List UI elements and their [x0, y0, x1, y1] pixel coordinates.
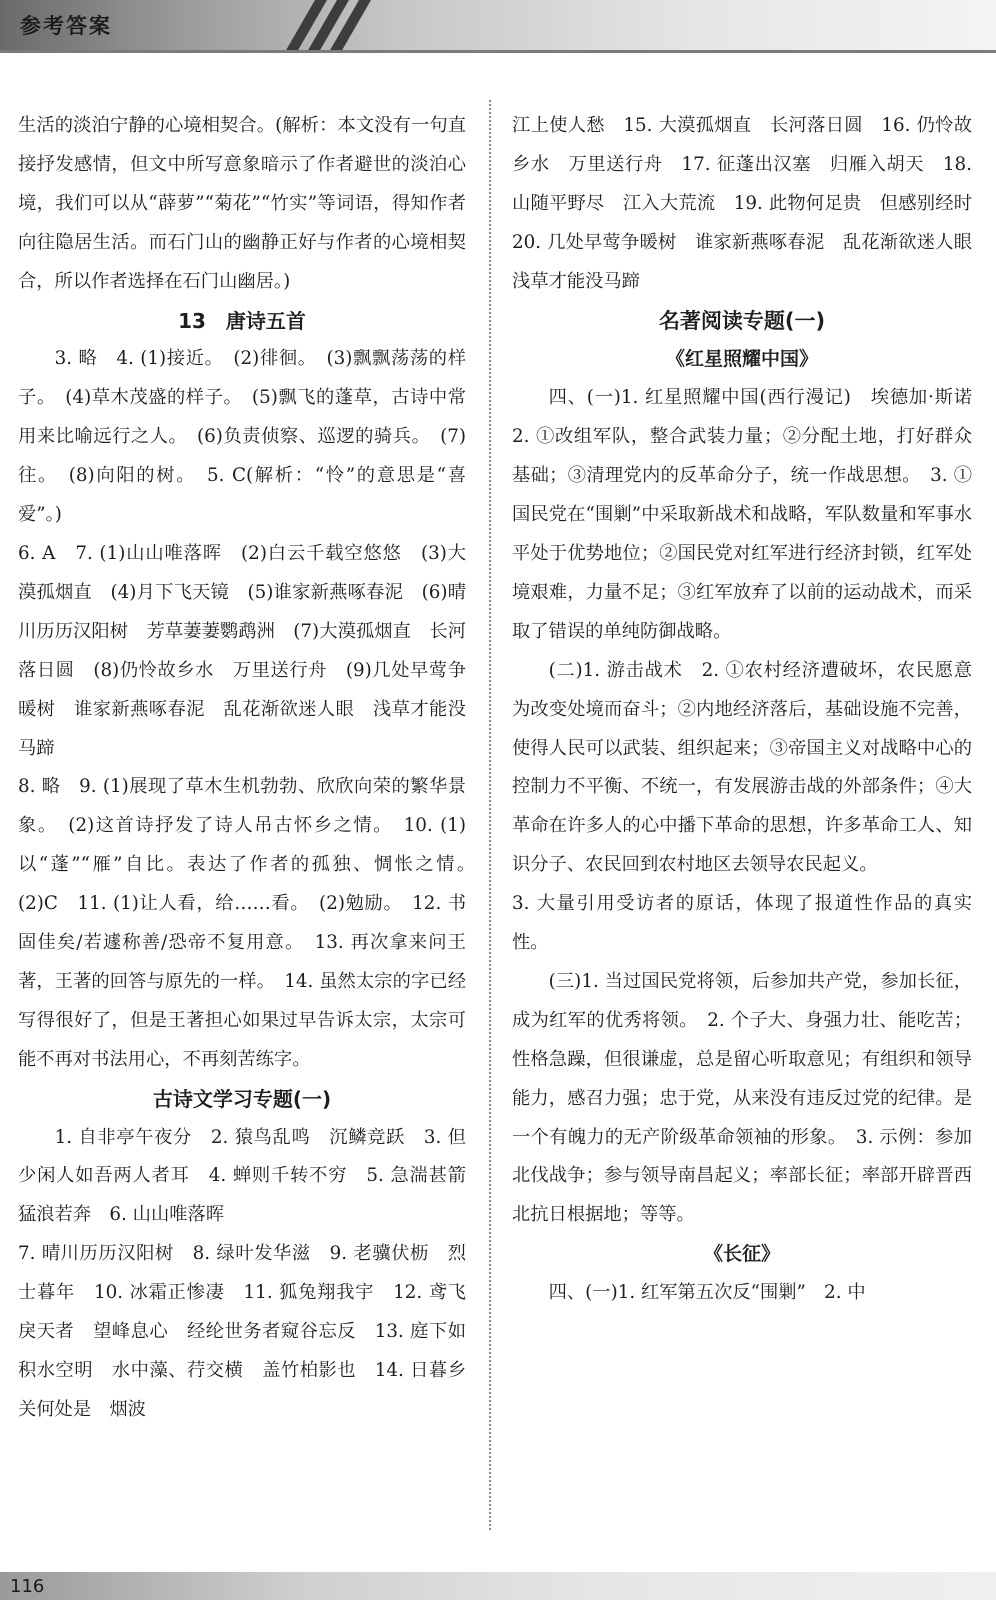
section-heading: 古诗文学习专题(一): [152, 1086, 332, 1111]
answer-paragraph: (三)1. 当过国民党将领，后参加共产党，参加长征，成为红军的优秀将领。 2. 个子大、身强力壮、能吃苦；性格急躁，但很谦虚，总是留心听取意见；有组织和领导能力，感召力强；忠于党，从来没有违反过党的纪律。是一个有魄力的无产阶级革命领袖的形象。 3. 示例：参加北伐战争；参与领导南昌起义；率部长征；率部开辟晋西北抗日根据地；等等。: [512, 970, 972, 1226]
section-heading: 名著阅读专题(一): [658, 308, 826, 333]
answer-paragraph: 8. 略 9. (1)展现了草木生机勃勃、欣欣向荣的繁华景象。 (2)这首诗抒发了诗人吊古怀乡之情。 10. (1)以“蓬”“雁”自比。表达了作者的孤独、惆怅之情。 (2)C 11. (1)让人看，给……看。 (2)勉励。 12. 书固佳矣/若遽称善/恐帝不复用意。 13. 再次拿来问王著，王著的回答与原先的一样。 14. 虽然太宗的字已经写得很好了，但是王著担心如果过早告诉太宗，太宗可能不再对书法用心，不再刻苦练字。: [18, 776, 485, 1070]
left-column: [18, 107, 485, 1430]
answer-paragraph: 7. 晴川历历汉阳树 8. 绿叶发华滋 9. 老骥伏枥 烈士暮年 10. 冰霜正惨凄 11. 狐兔翔我宇 12. 鸢飞戾天者 望峰息心 经纶世务者窥谷忘反 13. 庭下如积水空明 水中藻、荇交横 盖竹柏影也 14. 日暮乡关何处是 烟波: [18, 1243, 466, 1420]
subsection-heading: 《长征》: [703, 1243, 780, 1266]
footer-bar: [0, 1572, 996, 1600]
subsection-heading: 《红星照耀中国》: [665, 348, 818, 371]
right-column: [512, 107, 991, 1313]
answer-paragraph: 1. 自非亭午夜分 2. 猿鸟乱鸣 沉鳞竞跃 3. 但少闲人如吾两人者耳 4. 蝉则千转不穷 5. 急湍甚箭 猛浪若奔 6. 山山唯落晖: [18, 1126, 485, 1226]
answer-paragraph: 生活的淡泊宁静的心境相契合。(解析：本文没有一句直接抒发感情，但文中所写意象暗示了作者避世的淡泊心境，我们可以从“薜萝”“菊花”“竹实”等词语，得知作者向往隐居生活。而石门山的幽静正好与作者的心境相契合，所以作者选择在石门山幽居。): [18, 115, 466, 292]
answer-paragraph: 3. 略 4. (1)接近。 (2)徘徊。 (3)飘飘荡荡的样子。 (4)草木茂盛的样子。 (5)飘飞的蓬草，古诗中常用来比喻远行之人。 (6)负责侦察、巡逻的骑兵。 (7)往。 (8)向阳的树。 5. C(解析：“怜”的意思是“喜爱”。): [18, 348, 466, 526]
answer-paragraph: 四、(一)1. 红星照耀中国(西行漫记) 埃德加·斯诺 2. ①改组军队，整合武装力量；②分配土地，打好群众基础；③清理党内的反革命分子，统一作战思想。 3. ①国民党在“围剿”中采取新战术和战略，军队数量和军事水平处于优势地位；②国民党对红军进行经济封锁，红军处境艰难，力量不足；③红军放弃了以前的运动战术，而采取了错误的单纯防御战略。: [512, 387, 991, 642]
page-header: [0, 0, 996, 52]
answer-paragraph: 江上使人愁 15. 大漠孤烟直 长河落日圆 16. 仍怜故乡水 万里送行舟 17. 征蓬出汉塞 归雁入胡天 18. 山随平野尽 江入大荒流 19. 此物何足贵 但感别经时 20. 几处早莺争暖树 谁家新燕啄春泥 乱花渐欲迷人眼 浅草才能没马蹄: [512, 115, 991, 292]
header-label: 参考答案: [20, 14, 112, 38]
answer-paragraph: 四、(一)1. 红军第五次反“围剿” 2. 中: [548, 1282, 866, 1304]
answer-paragraph: (二)1. 游击战术 2. ①农村经济遭破坏，农民愿意为改变处境而奋斗；②内地经济落后，基础设施不完善，使得人民可以武装、组织起来；③帝国主义对战略中心的控制力不平衡、不统一，有发展游击战的外部条件；④大革命在许多人的心中播下革命的思想，许多革命工人、知识分子、农民回到农村地区去领导农民起义。: [512, 659, 972, 876]
answer-paragraph: 6. A 7. (1)山山唯落晖 (2)白云千载空悠悠 (3)大漠孤烟直 (4)月下飞天镜 (5)谁家新燕啄春泥 (6)晴川历历汉阳树 芳草萋萋鹦鹉洲 (7)大漠孤烟直 长河落日圆 (8)仍怜故乡水 万里送行舟 (9)几处早莺争暖树 谁家新燕啄春泥 乱花渐欲迷人眼 浅草才能没马蹄: [18, 542, 466, 759]
column-divider: [489, 100, 491, 1530]
section-heading: 13 唐诗五首: [178, 308, 306, 333]
page-number: 116: [10, 1576, 45, 1597]
answer-paragraph: 3. 大量引用受访者的原话，体现了报道性作品的真实性。: [512, 893, 972, 954]
header-rule: [0, 50, 996, 53]
